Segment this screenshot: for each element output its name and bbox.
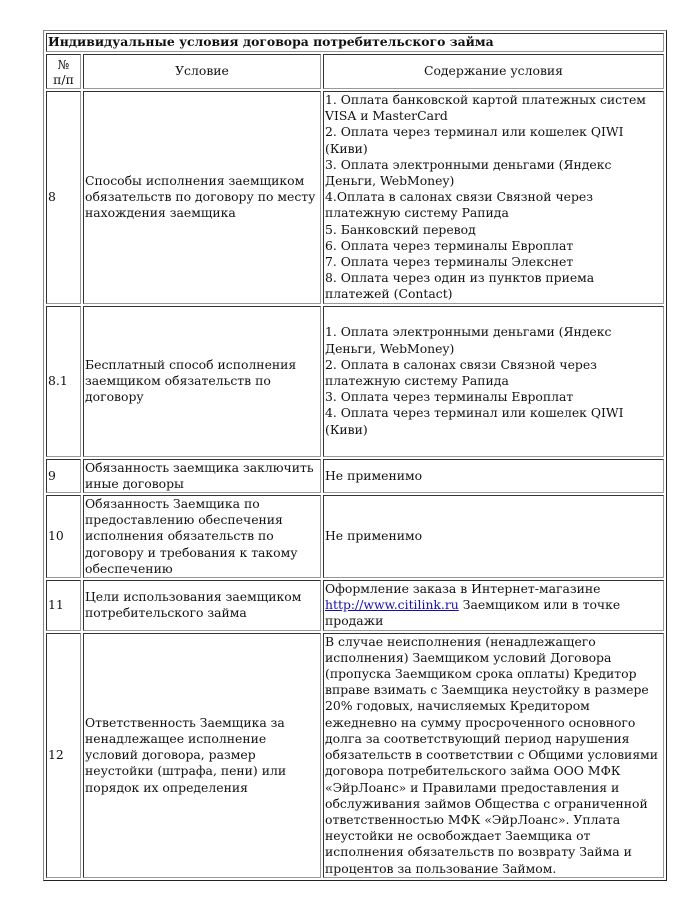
row-number: 12 xyxy=(46,633,81,878)
header-number xyxy=(46,54,81,89)
row-content: В случае неисполнения (ненадлежащего исполнения) Заемщиком условий Договора (пропуска Заемщиком срока оплаты) Кредитор вправе взимать с Заемщика неустойку в размере 20% годовых, начисляемых Кредитором ежедневно на сумму просроченного основного долга за соответствующий период нарушения обязательств в соответствии с Общими условиями договора потребительского займа ООО МФК «ЭйрЛоанс» и Правилами предоставления и обслуживания займов Общества с ограниченной ответственностью МФК «ЭйрЛоанс». Уплата неустойки не освобождает Заемщика от исполнения обязательств по возврату Займа и процентов за пользование Займом. xyxy=(323,633,664,878)
content-text-before-link: Оформление заказа в Интернет-магазине xyxy=(325,581,601,597)
table-row xyxy=(46,633,664,878)
header-number-sign: № xyxy=(57,56,70,72)
table-row xyxy=(46,91,664,304)
table-row xyxy=(46,495,664,578)
row-condition: Ответственность Заемщика за ненадлежащее исполнение условий договора, размер неустойки (штрафа, пени) или порядок их определения xyxy=(83,633,321,878)
row-number: 8 xyxy=(46,91,81,304)
table-row xyxy=(46,459,664,493)
content-line: 1. Оплата электронными деньгами (Яндекс Деньги, WebMoney) xyxy=(325,324,612,356)
header-number-pp: п/п xyxy=(53,71,74,87)
row-number: 11 xyxy=(46,580,81,631)
table-title: Индивидуальные условия договора потребительского займа xyxy=(46,33,664,52)
table-title-row xyxy=(46,33,664,52)
content-line: 3. Оплата через терминалы Европлат xyxy=(325,389,574,405)
row-content xyxy=(323,306,664,457)
content-line: 1. Оплата банковской картой платежных систем VISA и MasterCard xyxy=(325,92,646,124)
row-number: 9 xyxy=(46,459,81,493)
content-line: 4.Оплата в салонах связи Связной через платежную систему Рапида xyxy=(325,189,594,221)
row-condition: Обязанность заемщика заключить иные договоры xyxy=(83,459,321,493)
row-condition: Бесплатный способ исполнения заемщиком обязательств по договору xyxy=(83,306,321,457)
content-text-after-link: Заемщиком или в точке продажи xyxy=(325,597,621,629)
row-content xyxy=(323,91,664,304)
content-line: 2. Оплата через терминал или кошелек QIWI (Киви) xyxy=(325,124,624,156)
content-line: 2. Оплата в салонах связи Связной через платежную систему Рапида xyxy=(325,356,597,389)
row-content: Не применимо xyxy=(323,459,664,493)
content-line: 4. Оплата через терминал или кошелек QIWI (Киви) xyxy=(325,405,624,437)
row-content xyxy=(323,580,664,631)
table-row xyxy=(46,306,664,457)
content-line: 8. Оплата через один из пунктов приема платежей (Contact) xyxy=(325,270,595,302)
header-condition: Условие xyxy=(83,54,321,89)
row-condition: Способы исполнения заемщиком обязательств по договору по месту нахождения заемщика xyxy=(83,91,321,304)
row-condition: Обязанность Заемщика по предоставлению обеспечения исполнения обязательств по договору и требования к такому обеспечению xyxy=(83,495,321,578)
table-header-row xyxy=(46,54,664,89)
content-line: 5. Банковский перевод xyxy=(325,221,476,237)
content-line: 6. Оплата через терминалы Европлат xyxy=(325,237,574,253)
row-condition: Цели использования заемщиком потребительского займа xyxy=(83,580,321,631)
table-row xyxy=(46,580,664,631)
citilink-link[interactable]: http://www.citilink.ru xyxy=(325,597,459,613)
loan-conditions-table xyxy=(43,30,667,881)
row-number: 10 xyxy=(46,495,81,578)
header-content: Содержание условия xyxy=(323,54,664,89)
row-number: 8.1 xyxy=(46,306,81,457)
content-line: 3. Оплата электронными деньгами (Яндекс Деньги, WebMoney) xyxy=(325,156,612,189)
row-content: Не применимо xyxy=(323,495,664,578)
content-line: 7. Оплата через терминалы Элекснет xyxy=(325,254,574,270)
